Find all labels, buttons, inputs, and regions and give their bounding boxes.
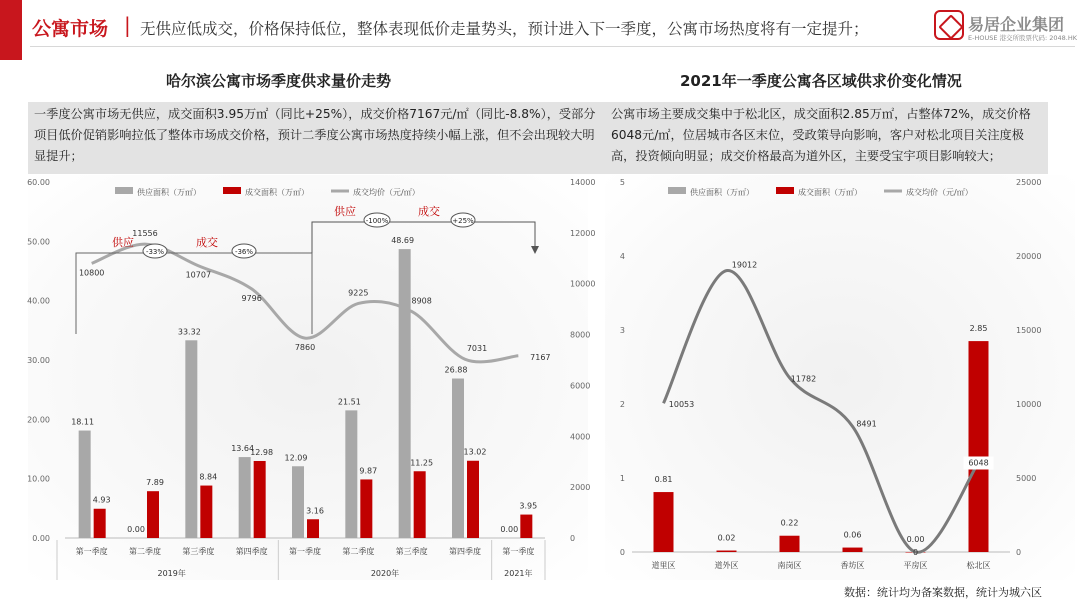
right-y2-tick: 5000 [1016,474,1037,483]
left-deal-bar [147,491,159,538]
right-x-tick: 道外区 [714,561,739,570]
right-legend-label-0: 供应面积（万㎡） [690,188,754,197]
left-supply-label: 26.88 [444,365,468,375]
right-chart-title: 2021年一季度公寓各区域供求价变化情况 [680,72,962,90]
left-deal-label: 13.02 [463,447,487,457]
right-deal-bar [843,548,863,552]
right-legend-label-2: 成交均价（元/㎡） [906,188,973,197]
left-x-tick: 第二季度 [129,547,161,556]
left-deal-label: 12.98 [250,447,274,457]
left-price-label: 8908 [411,296,432,306]
left-y-tick: 20.00 [27,415,50,425]
left-supply-label: 21.51 [337,397,361,407]
right-deal-label: 0.02 [717,533,736,543]
left-y2-tick: 6000 [570,381,591,391]
right-y-tick: 2 [619,400,625,409]
right-price-label: 11782 [790,374,817,384]
right-x-tick: 道里区 [651,561,676,570]
left-deal-bar [307,519,319,538]
left-legend-label-2: 成交均价（元/㎡） [353,188,420,197]
left-x-tick: 第一季度 [75,547,108,556]
right-y-tick: 3 [619,326,625,335]
left-supply-bar [345,410,357,538]
left-legend-label-1: 成交面积（万㎡） [245,188,309,197]
left-annot-supply-2: 供应 [334,205,356,218]
left-price-label: 7860 [294,343,316,353]
right-y-tick: 0 [619,548,625,557]
left-annot-pct-4: +25% [452,217,474,225]
right-x-tick: 平房区 [903,561,928,570]
left-group-label: 2021年 [504,569,533,578]
logo-text-en: E-HOUSE 港交所股票代码: 2048.HK [968,34,1078,42]
left-deal-label: 3.16 [306,506,324,516]
left-supply-bar [399,249,411,538]
left-price-label: 9796 [241,293,262,303]
right-deal-label: 0.00 [906,535,925,544]
left-description: 一季度公寓市场无供应，成交面积3.95万㎡（同比+25%），成交价格7167元/㎡（同比-8.8%），受部分项目低价促销影响拉低了整体市场成交价格，预计二季度公寓市场热度持续小幅上涨，但不会出现较大明显提升； [28,102,608,174]
left-bracket-2020 [312,222,535,253]
right-deal-label: 0.06 [843,530,862,540]
right-y-tick: 1 [619,474,625,483]
footnote: 数据：统计均为备案数据，统计为城六区 [844,586,1042,599]
left-legend-swatch-0 [115,187,133,194]
right-deal-label: 2.85 [969,324,988,334]
left-group-label: 2019年 [157,569,186,578]
left-price-label: 11556 [132,229,158,239]
left-annot-pct-3: -100% [365,217,389,225]
right-legend-swatch-0 [668,187,686,194]
left-price-label: 7167 [530,352,551,362]
title-separator: | [124,13,131,37]
left-y-tick: 30.00 [27,356,50,365]
left-supply-bar [239,457,251,538]
left-annot-pct-1: -33% [145,248,165,256]
section-title: 公寓市场 [32,18,109,40]
left-price-label: 10800 [78,268,105,278]
left-arrow-head [531,246,539,254]
left-supply-label: 33.32 [177,327,201,337]
left-deal-label: 4.93 [92,495,111,505]
left-y2-tick: 10000 [570,279,596,289]
right-legend-label-1: 成交面积（万㎡） [798,188,862,197]
left-deal-label: 3.95 [519,501,538,511]
logo-text-cn: 易居企业集团 [968,15,1065,34]
left-supply-label: 12.09 [284,453,308,463]
right-y2-tick: 10000 [1016,400,1042,409]
right-legend-swatch-1 [776,187,794,194]
left-price-label: 7031 [466,344,488,354]
right-deal-label: 0.22 [780,518,799,528]
left-annot-pct-2: -36% [234,248,254,256]
left-deal-label: 11.25 [410,458,434,468]
right-y2-tick: 25000 [1016,178,1042,187]
right-deal-label: 0.81 [654,475,673,485]
left-deal-bar [200,486,212,538]
left-deal-bar [254,461,266,538]
left-supply-label: 0.00 [500,525,519,534]
left-deal-label: 8.84 [199,472,218,482]
right-x-tick: 南岗区 [777,561,802,570]
left-supply-label: 0.00 [127,525,145,534]
left-deal-bar [467,461,479,538]
left-deal-bar [414,471,426,538]
right-price-label: 6048 [968,458,989,468]
headline-text: 无供应低成交，价格保持低位，整体表现低价走量势头，预计进入下一季度，公寓市场热度将有一定提升； [140,20,869,38]
left-price-label: 10707 [185,270,212,280]
right-price-label: 10053 [668,400,695,410]
right-deal-bar [969,341,989,552]
left-deal-bar [94,509,106,538]
right-price-line [664,270,979,552]
left-annot-deal-1: 成交 [196,236,218,249]
left-deal-label: 9.87 [359,466,378,476]
right-deal-bar [654,492,674,552]
left-supply-bar [452,379,464,538]
left-y-tick: 0.00 [32,534,50,543]
right-y2-tick: 20000 [1016,252,1042,261]
left-supply-label: 18.11 [71,417,95,427]
left-supply-bar [79,431,91,538]
left-annot-supply-1: 供应 [112,236,134,249]
left-y2-tick: 14000 [570,178,596,187]
left-y-tick: 50.00 [27,237,50,247]
right-deal-bar [780,536,800,552]
left-y2-tick: 4000 [570,432,591,442]
right-deal-bar [717,551,737,552]
left-x-tick: 第一季度 [502,547,535,556]
left-supply-label: 13.64 [231,444,255,454]
left-y-tick: 60.00 [27,178,50,187]
left-group-label: 2020年 [370,569,400,578]
left-legend-swatch-1 [223,187,241,194]
left-supply-bar [185,340,197,538]
right-y2-tick: 0 [1016,548,1022,557]
right-description: 公寓市场主要成交集中于松北区，成交面积2.85万㎡，占整体72%，成交价格6048元/㎡，位居城市各区末位，受政策导向影响，客户对松北项目关注度极高，投资倾向明显；成交价格最高为道外区，主要受宝宇项目影响较大； [605,102,1048,174]
left-legend-label-0: 供应面积（万㎡） [137,188,201,197]
right-price-label: 19012 [731,260,758,270]
right-y-tick: 5 [619,178,625,187]
left-x-tick: 第四季度 [449,547,481,556]
right-price-label: 8491 [856,419,877,429]
right-x-tick: 香坊区 [840,561,865,570]
right-x-tick: 松北区 [966,561,991,570]
left-y2-tick: 0 [570,534,576,543]
left-y2-tick: 8000 [570,330,591,340]
right-price-label: 0 [912,548,919,557]
left-y2-tick: 12000 [570,228,596,238]
left-y-tick: 10.00 [27,474,50,484]
left-y-tick: 40.00 [27,296,50,306]
left-deal-bar [360,479,372,538]
left-x-tick: 第四季度 [235,547,268,556]
left-supply-label: 48.69 [391,236,415,246]
right-y-tick: 4 [619,252,625,261]
left-deal-label: 7.89 [146,478,164,488]
left-x-tick: 第三季度 [395,547,428,556]
left-y2-tick: 2000 [570,483,591,493]
left-deal-bar [520,515,532,538]
right-y2-tick: 15000 [1016,326,1042,335]
left-annot-deal-2: 成交 [418,205,440,218]
left-price-label: 9225 [348,288,369,298]
left-supply-bar [292,466,304,538]
left-x-tick: 第一季度 [289,547,321,556]
left-x-tick: 第二季度 [342,547,375,556]
left-x-tick: 第三季度 [182,547,215,556]
left-chart-title: 哈尔滨公寓市场季度供求量价走势 [166,72,392,90]
